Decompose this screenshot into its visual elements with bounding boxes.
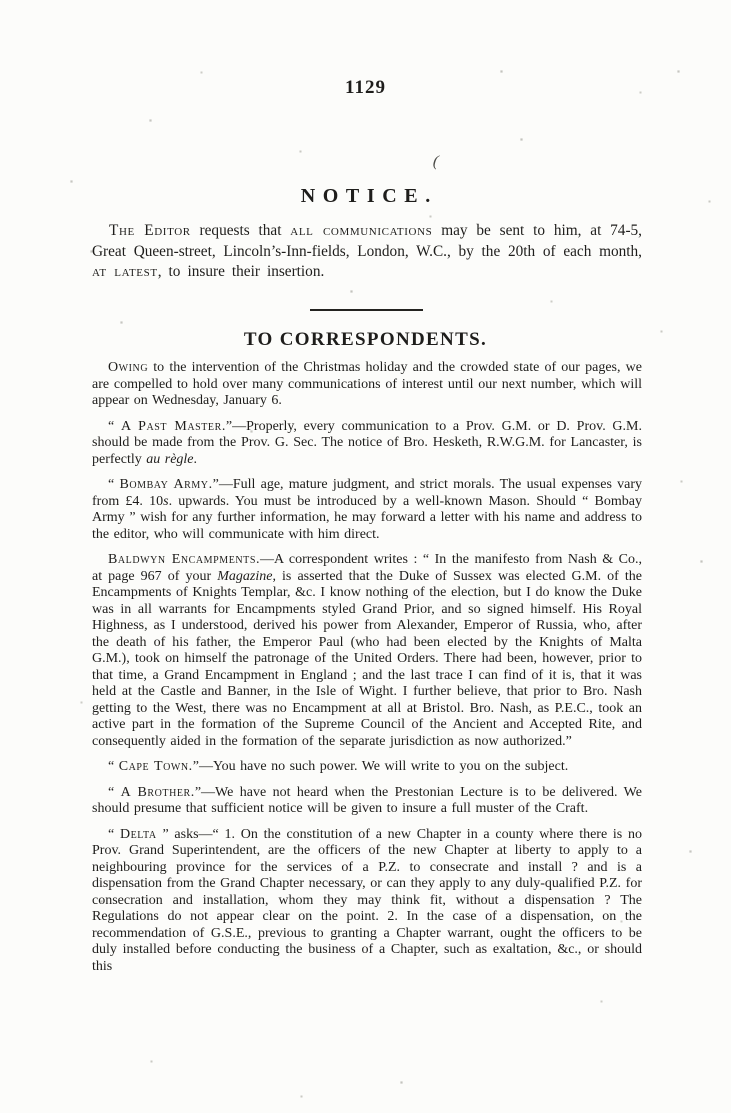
correspondents-heading: TO CORRESPONDENTS. [243,329,488,350]
section-divider-rule [310,309,423,311]
notice-paragraph: The Editor requests that all communications may be sent to him, at 74-5, Great Queen-street, Lincoln’s-Inn-fields, London, W.C., by the 20th of each month, at latest, to insure their insertion. [92,222,643,281]
correspondents-paragraph-past-master: “ A Past Master.”—Properly, every communication to a Prov. G.M. or D. Prov. G.M. should be made from the Prov. G. Sec. The notice of Bro. Hesketh, R.W.G.M. for Lancaster, is perfectly au règle. [92,418,642,467]
correspondents-paragraph-cape-town: “ Cape Town.”—You have no such power. We will write to you on the subject. [108,759,569,774]
correspondents-body [92,360,642,984]
ink-mark-artifact: ( [432,152,440,171]
page-number: 1129 [345,77,386,98]
correspondents-paragraph-bombay-army: “ Bombay Army.”—Full age, mature judgment, and strict morals. The usual expenses vary from £4. 10s. upwards. You must be introduced by a well-known Mason. Should “ Bombay Army ” wish for any further information, he may forward a letter with his name and address to the editor, who will communicate with him direct. [92,477,642,542]
correspondents-paragraph-owing: Owing to the intervention of the Christmas holiday and the crowded state of our pages, we are compelled to hold over many communications of interest until our next number, which will appear on Wednesday, January 6. [92,360,642,408]
correspondents-paragraph-baldwyn-encampments: Baldwyn Encampments.—A correspondent writes : “ In the manifesto from Nash & Co., at page 967 of your Magazine, is asserted that the Duke of Sussex was elected G.M. of the Encampments of Knights Templar, &c. I know nothing of the election, but I do know the Duke was in all warrants for Encampments styled Grand Prior, and so signed himself. His Royal Highness, as I understood, derived his power from Alexander, Emperor of Russia, who, after the death of his father, the Emperor Paul (who had been elected by the Knights of Malta G.M.), took on himself the patronage of the United Orders. There had been, however, prior to that time, a Grand Encampment in England ; and the last trace I can find of it is, that it was held at the Castle and Banner, in the Isle of Wight. I further believe, that prior to Bro. Nash getting to the West, there was no Encampment at all at Bristol. Bro. Nash, as P.E.C., took an active part in the formation of the Supreme Council of the Ancient and Accepted Rite, and consequently aided in the formation of the separate jurisdiction as now authorized.” [92,552,642,749]
scan-noise-speckles [0,0,1,1]
notice-heading: NOTICE. [300,185,438,207]
correspondents-paragraph-a-brother: “ A Brother.”—We have not heard when the Prestonian Lecture is to be delivered. We should presume that sufficient notice will be given to insure a full muster of the Craft. [92,784,642,816]
correspondents-paragraph-delta: “ Delta ” asks—“ 1. On the constitution of a new Chapter in a county where there is no Prov. Grand Superintendent, are the officers of the new Chapter at liberty to apply to a neighbouring province for the services of a P.Z. to consecrate and install ? and is a dispensation from the Grand Chapter necessary, or can they apply to any duly-qualified P.Z. for consecration and installation, whom they may think fit, without a dispensation ? The Regulations do not appear clear on the point. 2. In the case of a dispensation, on the recommendation of G.S.E., previous to granting a Chapter warrant, ought the officers to be duly installed before conducting the business of a Chapter, such as exaltation, &c., or should this [92,826,642,974]
